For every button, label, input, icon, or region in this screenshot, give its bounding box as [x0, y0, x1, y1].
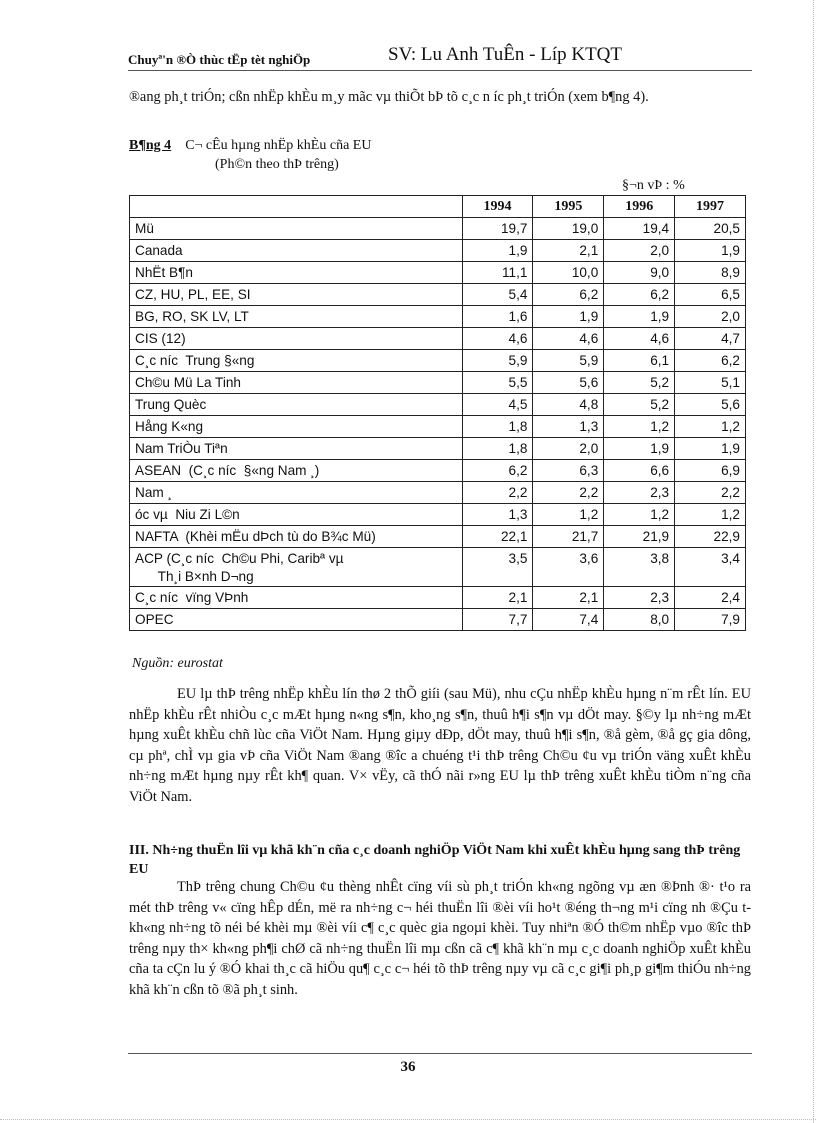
row-label: Mü — [130, 218, 463, 240]
row-value: 5,9 — [462, 350, 533, 372]
table-row — [130, 284, 746, 306]
row-value: 1,9 — [675, 438, 746, 460]
table-header-year: 1997 — [675, 196, 746, 218]
row-value: 1,3 — [533, 416, 604, 438]
row-value: 3,8 — [604, 548, 675, 587]
row-value: 2,2 — [675, 482, 746, 504]
table-unit: §¬n vÞ : % — [622, 178, 685, 193]
row-value: 1,8 — [462, 438, 533, 460]
section-title: III. Nh÷ng thuËn lîi vµ khã kh¨n cña c¸c doanh nghiÖp ViÖt Nam khi xuÊt khÈu hµng sang thÞ trêng EU — [129, 843, 741, 877]
row-value: 6,6 — [604, 460, 675, 482]
row-value: 11,1 — [462, 262, 533, 284]
row-value: 1,3 — [462, 504, 533, 526]
row-value: 5,2 — [604, 372, 675, 394]
row-value: 5,5 — [462, 372, 533, 394]
table-row — [130, 240, 746, 262]
row-value: 2,0 — [675, 306, 746, 328]
row-value: 1,2 — [604, 504, 675, 526]
table-subcaption: (Ph©n theo thÞ trêng) — [215, 157, 339, 172]
row-value: 2,3 — [604, 587, 675, 609]
row-value: 9,0 — [604, 262, 675, 284]
table-row — [130, 328, 746, 350]
row-value: 7,7 — [462, 609, 533, 631]
row-value: 4,7 — [675, 328, 746, 350]
table-header-year: 1995 — [533, 196, 604, 218]
row-value: 2,1 — [533, 587, 604, 609]
row-value: 6,2 — [533, 284, 604, 306]
row-value: 1,2 — [533, 504, 604, 526]
page-number: 36 — [400, 1059, 416, 1075]
row-value: 6,2 — [675, 350, 746, 372]
page-edge-bottom — [0, 1119, 816, 1120]
row-value: 6,1 — [604, 350, 675, 372]
section-paragraph: ThÞ trêng chung Ch©u ¢u thèng nhÊt cïng víi sù ph¸t triÓn kh«ng ngõng vµ æn ®Þnh ®· t¹o ra mét thÞ trêng v« cïng hÊp dÉn, më ra nh÷ng c¬ héi thuËn lîi ®èi víi ho¹t ®éng th¬ng m¹i cïng nh ®Çu t kh«ng nh÷ng tõ néi bé khèi mµ ®èi víi c¶ c¸c quèc gia ngoµi khèi. Tuy nhiªn ®Ó th©m nhËp vµo ®îc thÞ trêng nµy th× kh«ng ph¶i chØ cã nh÷ng thuËn lîi mµ cßn cã c¶ khã kh¨n mµ c¸c doanh nghiÖp xuÊt khÈu cña ta cÇn lu ý ®Ó khai th¸c cã hiÖu qu¶ c¸c c¬ héi tõ thÞ trêng nµy vµ cã c¸c gi¶i ph¸p gi¶m thiÓu nh÷ng khã kh¨n cßn tõ ®ã ph¸t sinh. — [129, 879, 751, 998]
row-label: Nam TriÒu Tiªn — [130, 438, 463, 460]
row-label: ACP (C¸c níc Ch©u Phi, Caribª vµ Th¸i B×nh D¬ng — [130, 548, 463, 587]
row-value: 2,3 — [604, 482, 675, 504]
row-value: 4,5 — [462, 394, 533, 416]
table-source: Nguồn: eurostat — [132, 656, 223, 671]
row-value: 1,2 — [604, 416, 675, 438]
row-value: 1,8 — [462, 416, 533, 438]
table-number: B¶ng 4 — [129, 138, 172, 153]
row-value: 22,9 — [675, 526, 746, 548]
table-body — [130, 218, 746, 631]
table-header-blank — [130, 196, 463, 218]
row-value: 4,6 — [533, 328, 604, 350]
row-value: 4,8 — [533, 394, 604, 416]
table-row — [130, 306, 746, 328]
row-value: 7,4 — [533, 609, 604, 631]
table-title — [129, 138, 371, 154]
row-value: 20,5 — [675, 218, 746, 240]
row-label: ASEAN (C¸c níc §«ng Nam ¸) — [130, 460, 463, 482]
row-label: CIS (12) — [130, 328, 463, 350]
row-value: 4,6 — [604, 328, 675, 350]
page-edge-right — [813, 0, 814, 1123]
header-topic: Chuyª'n ®Ò thùc tËp tèt nghiÖp — [128, 52, 311, 67]
row-label: NAFTA (Khèi mËu dÞch tù do B¾c Mü) — [130, 526, 463, 548]
row-value: 4,6 — [462, 328, 533, 350]
row-label: Canada — [130, 240, 463, 262]
table-caption: C¬ cÊu hµng nhËp khÈu cña EU — [185, 138, 372, 153]
table-row — [130, 609, 746, 631]
row-label: CZ, HU, PL, EE, SI — [130, 284, 463, 306]
row-value: 19,4 — [604, 218, 675, 240]
page-header — [128, 44, 750, 72]
table-row — [130, 526, 746, 548]
table-row — [130, 587, 746, 609]
row-label: óc vµ Niu Zi L©n — [130, 504, 463, 526]
row-value: 1,2 — [675, 504, 746, 526]
import-structure-table — [129, 195, 746, 631]
table-row — [130, 438, 746, 460]
header-divider — [128, 70, 752, 71]
row-label: Trung Quèc — [130, 394, 463, 416]
row-value: 21,9 — [604, 526, 675, 548]
table-header-year: 1994 — [462, 196, 533, 218]
row-value: 6,2 — [462, 460, 533, 482]
row-value: 6,3 — [533, 460, 604, 482]
row-value: 1,2 — [675, 416, 746, 438]
row-label: Nam ¸ — [130, 482, 463, 504]
row-value: 5,1 — [675, 372, 746, 394]
table-row — [130, 394, 746, 416]
row-value: 1,9 — [604, 438, 675, 460]
row-value: 21,7 — [533, 526, 604, 548]
row-value: 7,9 — [675, 609, 746, 631]
row-value: 2,1 — [462, 587, 533, 609]
footer-divider — [128, 1053, 752, 1054]
intro-paragraph: ®ang ph¸t triÓn; cßn nhËp khÈu m¸y mãc vµ thiÕt bÞ tõ c¸c n íc ph¸t triÓn (xem b¶ng 4). — [129, 89, 649, 105]
row-value: 2,0 — [604, 240, 675, 262]
row-value: 5,2 — [604, 394, 675, 416]
section-heading — [129, 841, 751, 879]
row-value: 19,0 — [533, 218, 604, 240]
body-paragraph: EU lµ thÞ trêng nhËp khÈu lín thø 2 thÕ giíi (sau Mü), nhu cÇu nhËp khÈu hµng n¨m rÊt lín. EU nhËp khÈu rÊt nhiÒu c¸c mÆt hµng n«ng s¶n, kho¸ng s¶n, thuû h¶i s¶n vµ dÖt may. §©y lµ nh÷ng mÆt hµng xuÊt khÈu chñ lùc cña ViÖt Nam. Hµng giµy dÐp, dÖt may, thuû h¶i s¶n, ®å gèm, ®å gç gia dông, cµ phª, chÌ vµ gia vÞ cña ViÖt Nam ®ang ®îc a chuéng t¹i thÞ trêng Ch©u ¢u vµ triÓn väng xuÊt khÈu nh÷ng mÆt hµng nµy rÊt kh¶ quan. V× vËy, cã thÓ nãi r»ng EU lµ thÞ trêng xuÊt khÈu tiÒm n¨ng cña ViÖt Nam. — [129, 686, 751, 805]
row-value: 1,9 — [604, 306, 675, 328]
table-row — [130, 548, 746, 587]
table-row — [130, 504, 746, 526]
row-value: 22,1 — [462, 526, 533, 548]
row-value: 5,4 — [462, 284, 533, 306]
row-value: 5,6 — [675, 394, 746, 416]
table-row — [130, 482, 746, 504]
row-value: 2,2 — [462, 482, 533, 504]
row-value: 1,6 — [462, 306, 533, 328]
row-label: Ch©u Mü La Tinh — [130, 372, 463, 394]
row-label: OPEC — [130, 609, 463, 631]
table-header-year: 1996 — [604, 196, 675, 218]
row-value: 1,9 — [675, 240, 746, 262]
row-label: Hång K«ng — [130, 416, 463, 438]
table-row — [130, 350, 746, 372]
row-label: BG, RO, SK LV, LT — [130, 306, 463, 328]
row-label: C¸c níc vïng VÞnh — [130, 587, 463, 609]
header-author: SV: Lu Anh TuÊn - Líp KTQT — [388, 44, 623, 65]
row-value: 3,6 — [533, 548, 604, 587]
table-header-row — [130, 196, 746, 218]
row-value: 2,1 — [533, 240, 604, 262]
row-value: 2,2 — [533, 482, 604, 504]
table-row — [130, 262, 746, 284]
table-row — [130, 460, 746, 482]
row-value: 2,0 — [533, 438, 604, 460]
table-row — [130, 218, 746, 240]
table-row — [130, 372, 746, 394]
row-label: C¸c níc Trung §«ng — [130, 350, 463, 372]
row-value: 3,5 — [462, 548, 533, 587]
row-value: 5,9 — [533, 350, 604, 372]
row-value: 2,4 — [675, 587, 746, 609]
table-row — [130, 416, 746, 438]
row-value: 6,2 — [604, 284, 675, 306]
row-value: 1,9 — [533, 306, 604, 328]
row-value: 6,5 — [675, 284, 746, 306]
row-value: 8,0 — [604, 609, 675, 631]
row-value: 6,9 — [675, 460, 746, 482]
row-value: 1,9 — [462, 240, 533, 262]
row-value: 5,6 — [533, 372, 604, 394]
row-label: NhËt B¶n — [130, 262, 463, 284]
row-value: 10,0 — [533, 262, 604, 284]
row-value: 3,4 — [675, 548, 746, 587]
row-value: 8,9 — [675, 262, 746, 284]
row-value: 19,7 — [462, 218, 533, 240]
